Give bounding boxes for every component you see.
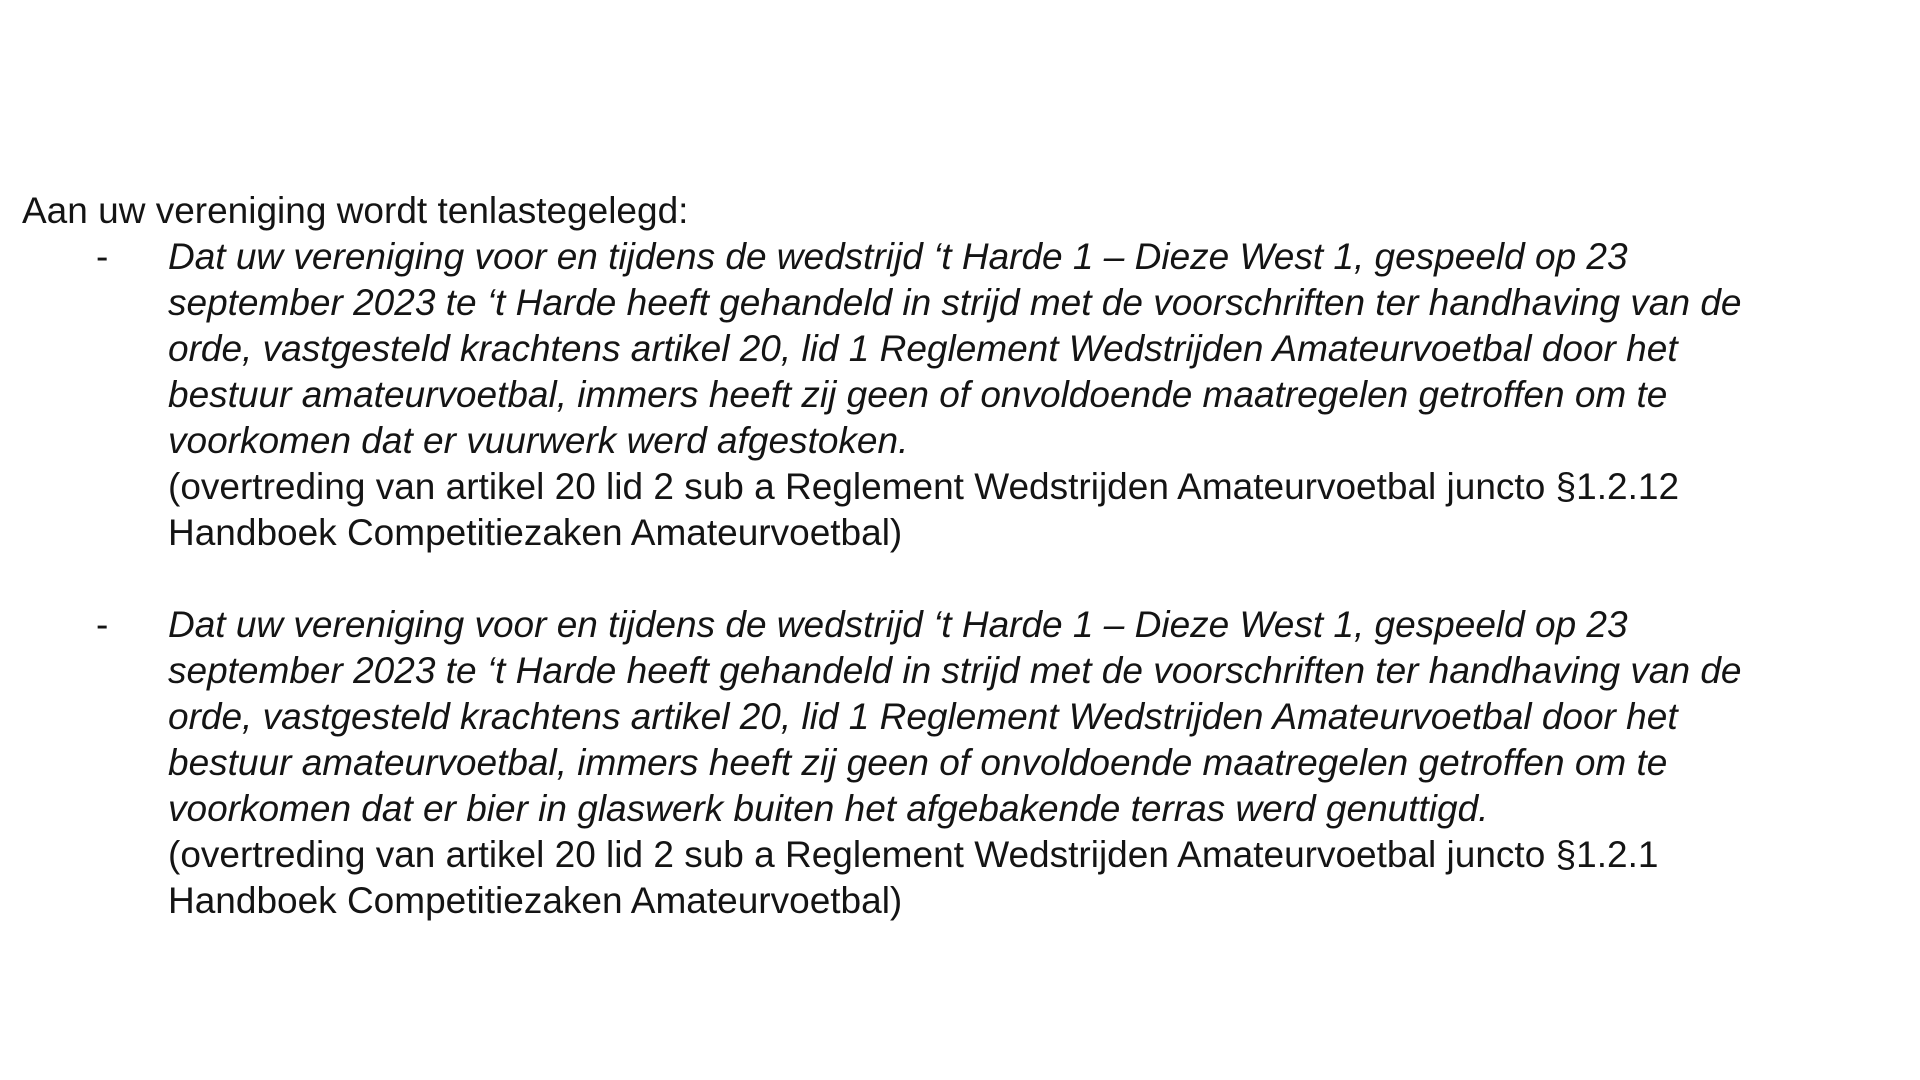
charge-statement: [168, 234, 1920, 464]
statement-line: orde, vastgesteld krachtens artikel 20, lid 1 Reglement Wedstrijden Amateurvoetbal door het: [168, 328, 1678, 369]
list-bullet: -: [96, 236, 109, 277]
statement-line: Dat uw vereniging voor en tijdens de wedstrijd ‘t Harde 1 – Dieze West 1, gespeeld op 23: [168, 236, 1628, 277]
statement-line: voorkomen dat er bier in glaswerk buiten het afgebakende terras werd genuttigd.: [168, 788, 1489, 829]
statement-line: Dat uw vereniging voor en tijdens de wedstrijd ‘t Harde 1 – Dieze West 1, gespeeld op 23: [168, 604, 1628, 645]
charge-citation: [168, 464, 1920, 556]
statement-line: orde, vastgesteld krachtens artikel 20, lid 1 Reglement Wedstrijden Amateurvoetbal door het: [168, 696, 1678, 737]
charge-citation: [168, 832, 1920, 924]
charges-list: [0, 234, 1920, 970]
citation-line: (overtreding van artikel 20 lid 2 sub a Reglement Wedstrijden Amateurvoetbal juncto §1.2.1: [168, 834, 1659, 875]
statement-line: september 2023 te ‘t Harde heeft gehandeld in strijd met de voorschriften ter handhaving van de: [168, 650, 1742, 691]
charge-statement: [168, 602, 1920, 832]
statement-line: bestuur amateurvoetbal, immers heeft zij geen of onvoldoende maatregelen getroffen om te: [168, 374, 1668, 415]
citation-line: Handboek Competitiezaken Amateurvoetbal): [168, 512, 903, 553]
citation-line: (overtreding van artikel 20 lid 2 sub a Reglement Wedstrijden Amateurvoetbal juncto §1.2.12: [168, 466, 1680, 507]
statement-line: september 2023 te ‘t Harde heeft gehandeld in strijd met de voorschriften ter handhaving van de: [168, 282, 1742, 323]
charge-item: [0, 234, 1920, 556]
statement-line: voorkomen dat er vuurwerk werd afgestoken.: [168, 420, 909, 461]
list-bullet: -: [96, 604, 109, 645]
statement-line: bestuur amateurvoetbal, immers heeft zij geen of onvoldoende maatregelen getroffen om te: [168, 742, 1668, 783]
charge-item: [0, 602, 1920, 924]
intro-text: Aan uw vereniging wordt tenlastegelegd:: [22, 190, 689, 231]
citation-line: Handboek Competitiezaken Amateurvoetbal): [168, 880, 903, 921]
